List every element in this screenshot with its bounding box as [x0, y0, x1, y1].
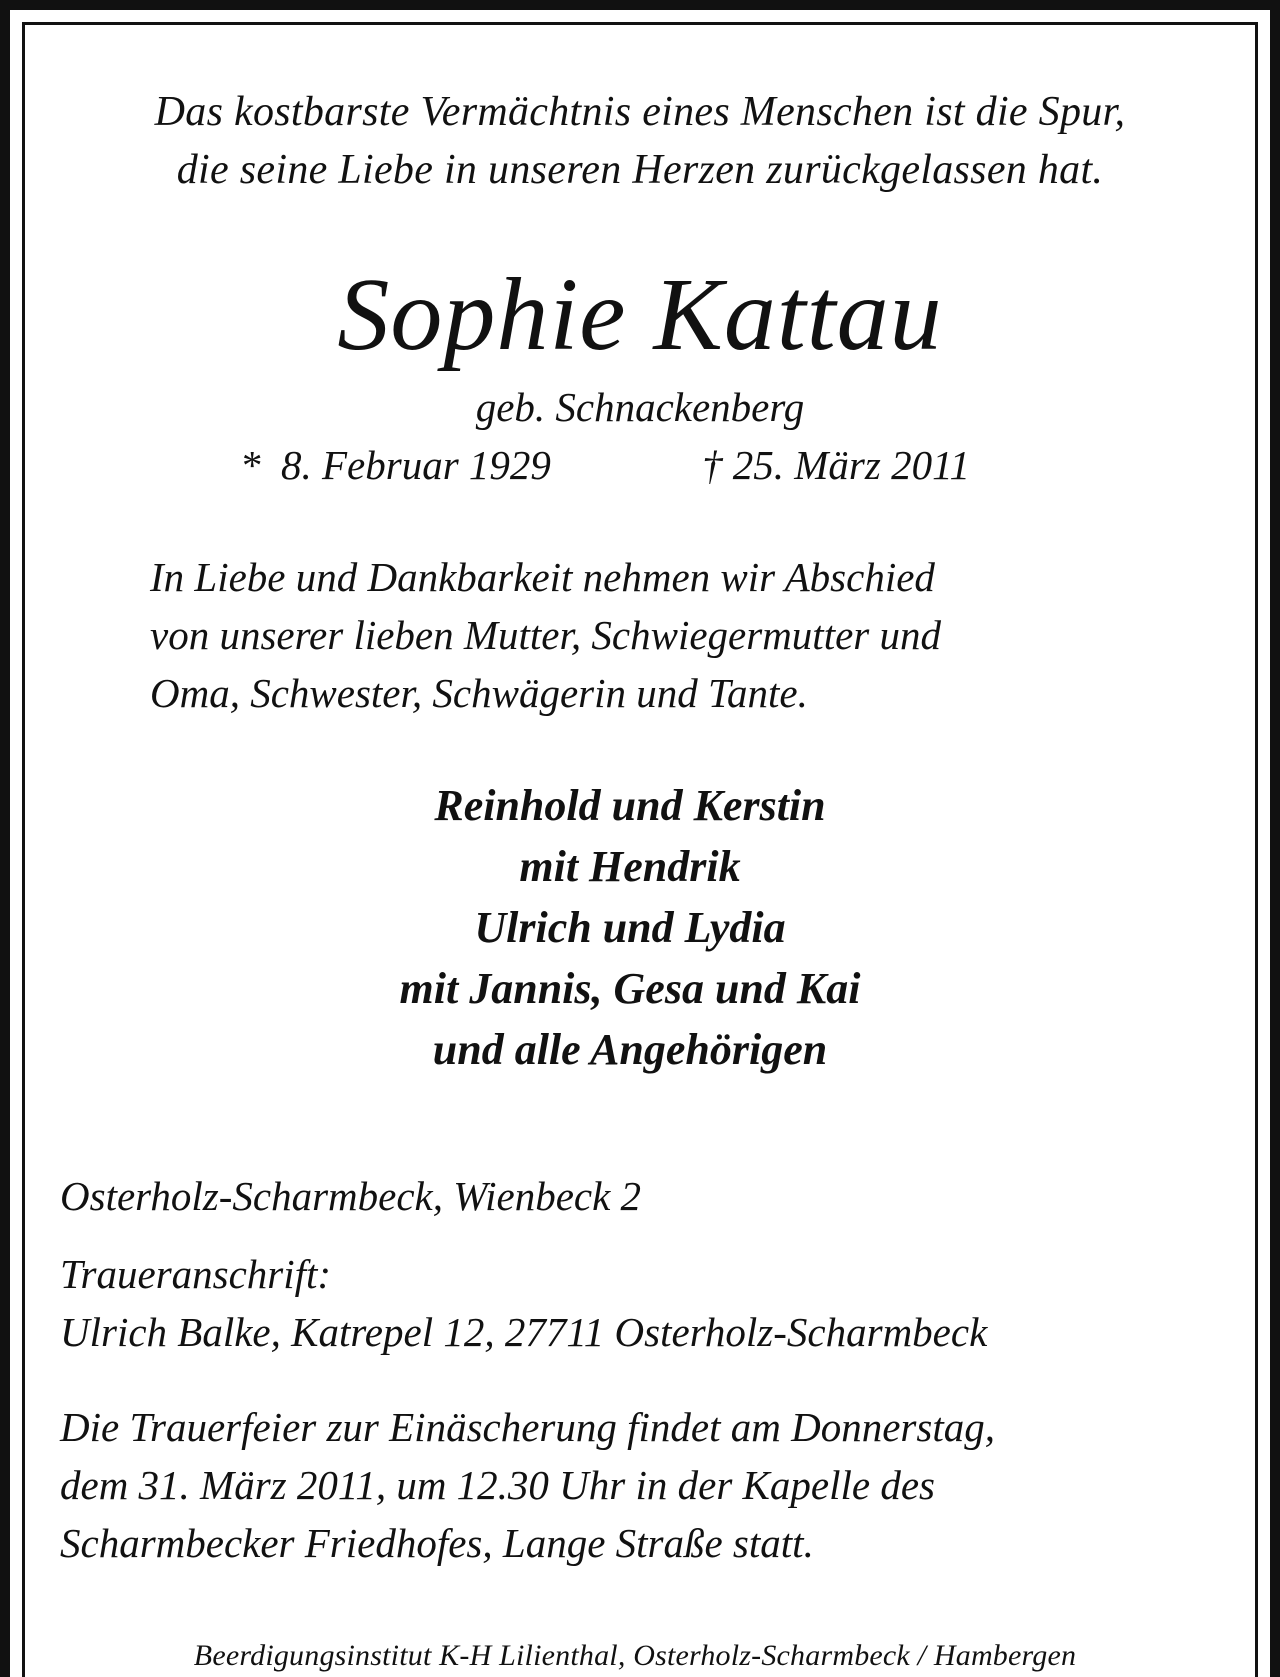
motto-quote — [0, 83, 1280, 199]
motto-line-1: Das kostbarste Vermächtnis eines Menschen ist die Spur, — [154, 89, 1126, 135]
family-line: mit Hendrik — [519, 842, 741, 891]
family-signatories — [0, 775, 1260, 1080]
mourning-address-value: Ulrich Balke, Katrepel 12, 27711 Osterholz-Scharmbeck — [60, 1309, 988, 1355]
family-address: Osterholz-Scharmbeck, Wienbeck 2 — [60, 1173, 642, 1219]
ceremony-line-3: Scharmbecker Friedhofes, Lange Straße statt. — [60, 1520, 814, 1566]
ceremony-info — [60, 1398, 1260, 1572]
farewell-line-2: von unserer lieben Mutter, Schwiegermutter und — [150, 612, 941, 658]
family-line: Ulrich und Lydia — [474, 903, 786, 952]
deceased-name: Sophie Kattau — [337, 257, 943, 372]
death-date: † 25. März 2011 — [702, 442, 971, 488]
ceremony-line-1: Die Trauerfeier zur Einäscherung findet am Donnerstag, — [60, 1404, 995, 1450]
motto-line-2: die seine Liebe in unseren Herzen zurückgelassen hat. — [176, 147, 1104, 193]
family-line: und alle Angehörigen — [432, 1025, 828, 1074]
undertaker-footer: Beerdigungsinstitut K-H Lilienthal, Osterholz-Scharmbeck / Hambergen — [193, 1639, 1077, 1672]
family-line: Reinhold und Kerstin — [434, 781, 826, 830]
farewell-line-1: In Liebe und Dankbarkeit nehmen wir Abschied — [150, 554, 935, 600]
maiden-name: geb. Schnackenberg — [475, 384, 805, 430]
mourning-address-label: Traueranschrift: — [60, 1251, 332, 1297]
farewell-text — [150, 548, 1200, 722]
life-dates — [0, 437, 1280, 493]
farewell-line-3: Oma, Schwester, Schwägerin und Tante. — [150, 670, 808, 716]
family-line: mit Jannis, Gesa und Kai — [399, 964, 861, 1013]
ceremony-line-2: dem 31. März 2011, um 12.30 Uhr in der Kapelle des — [60, 1462, 935, 1508]
birth-date: * 8. Februar 1929 — [240, 442, 551, 488]
mourning-address — [60, 1245, 1240, 1361]
